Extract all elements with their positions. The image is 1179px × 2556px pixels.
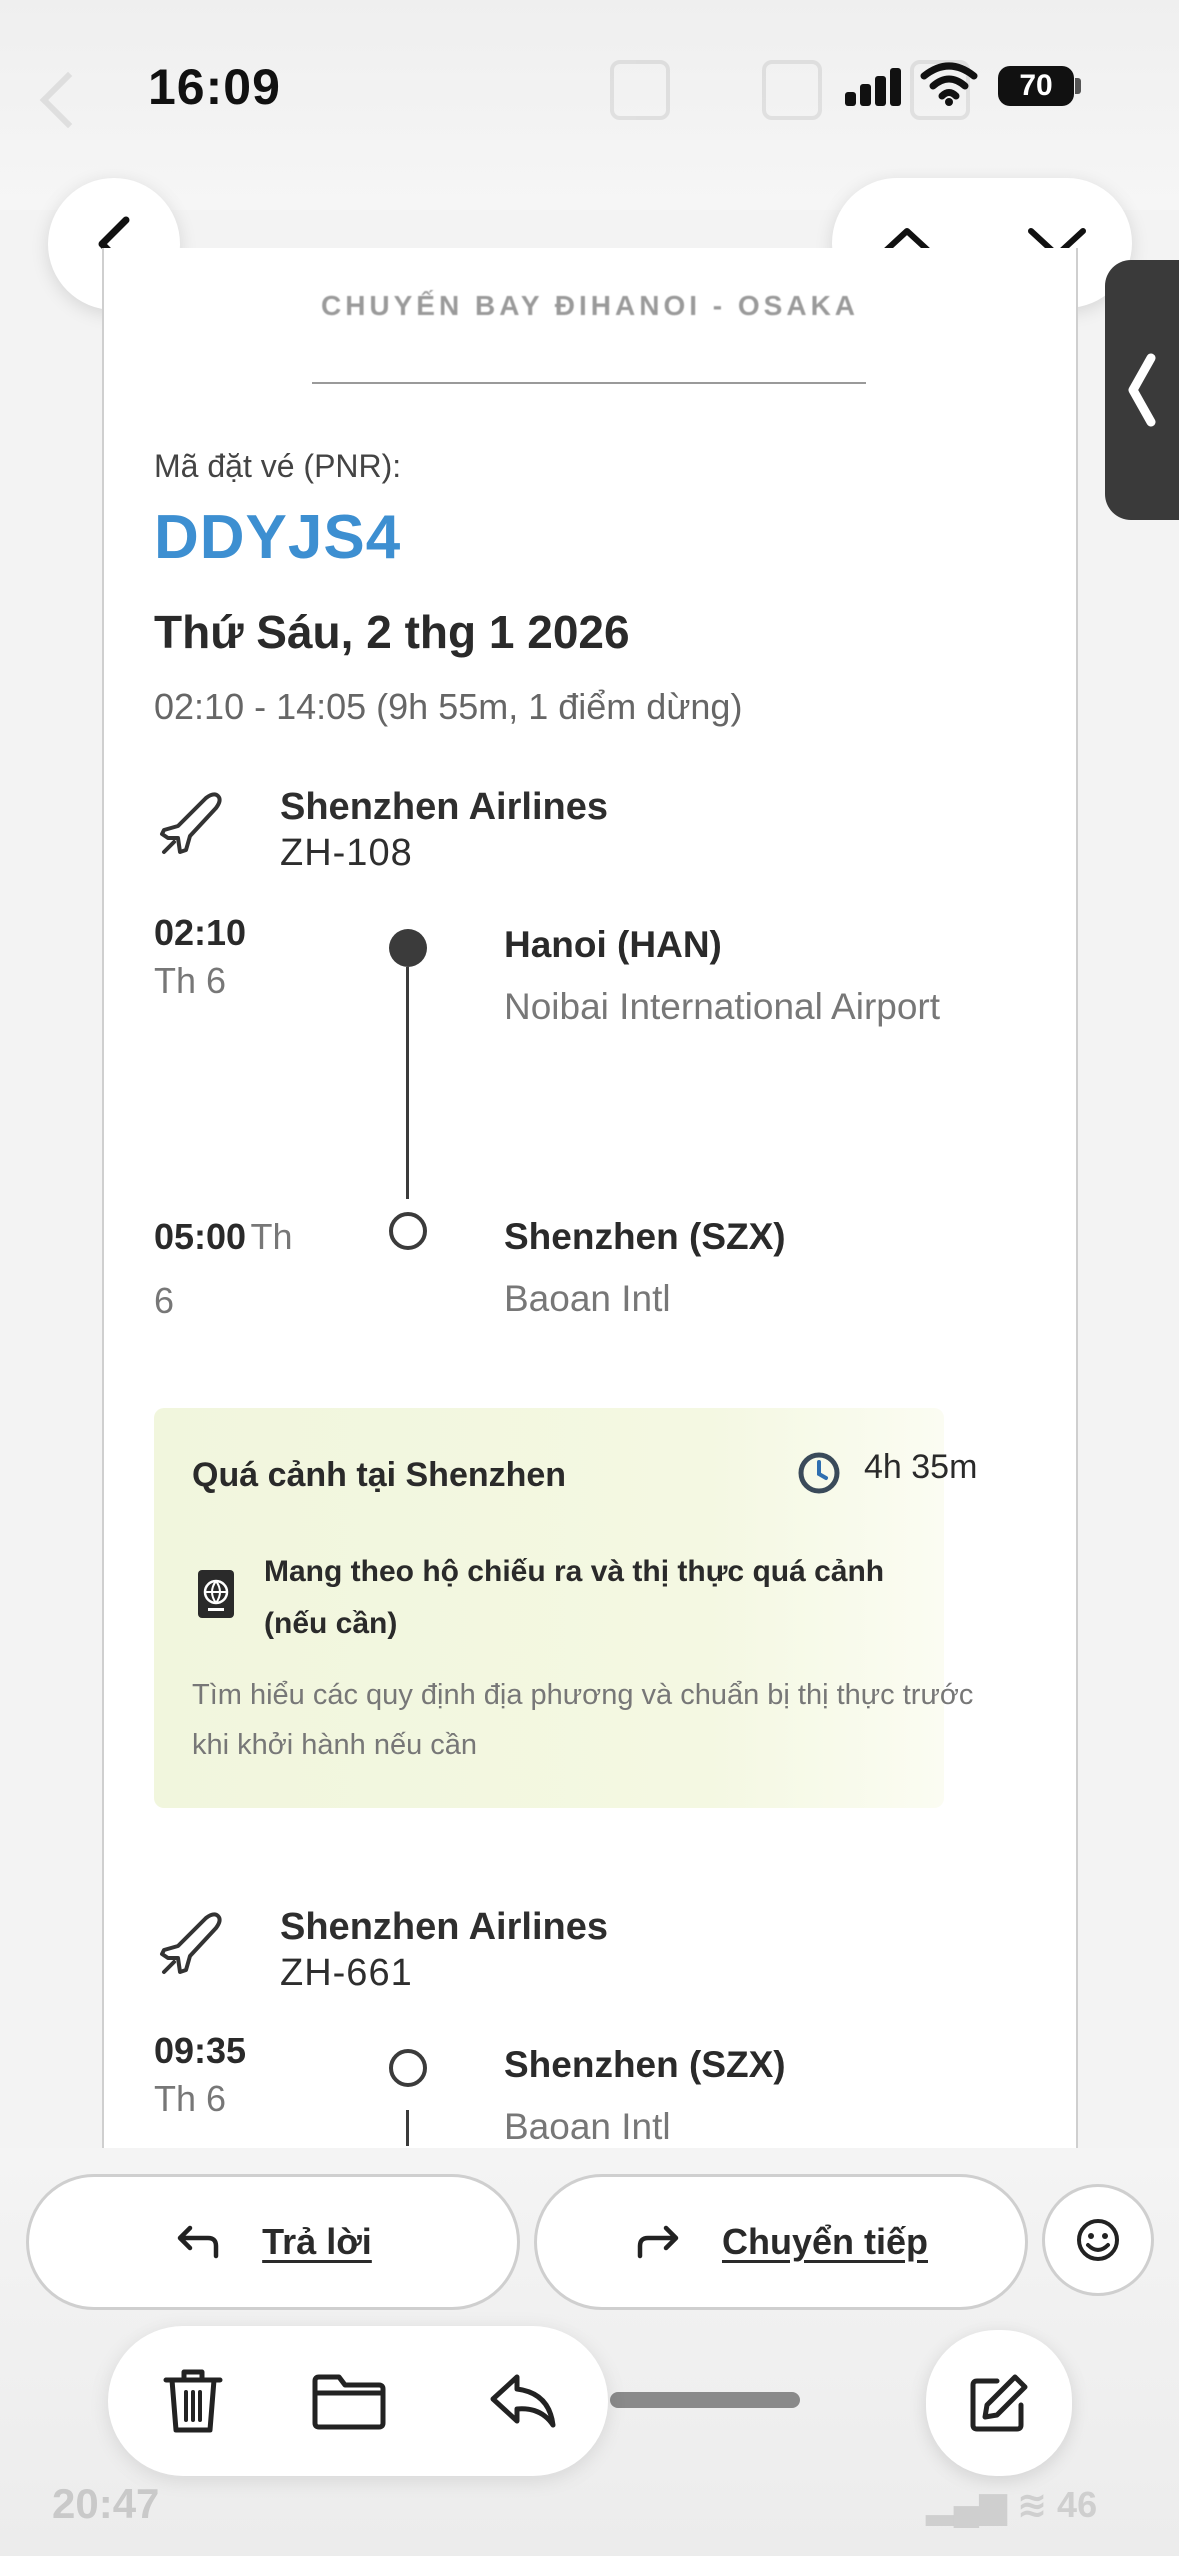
trash-icon — [162, 2366, 224, 2436]
forward-label: Chuyển tiếp — [721, 2221, 928, 2262]
timeline-dot-departure — [389, 929, 427, 967]
layover-notice: Mang theo hộ chiếu ra và thị thực quá cảnh (nếu cần) — [264, 1555, 885, 1640]
layover-title: Quá cảnh tại Shenzhen — [192, 1456, 567, 1494]
flight-number: ZH-108 — [280, 832, 413, 874]
wifi-icon — [920, 62, 978, 106]
airplane-icon — [154, 786, 230, 862]
airline-name: Shenzhen Airlines — [280, 1906, 608, 1948]
reply-label: Trả lời — [262, 2221, 372, 2262]
emoji-reaction-button[interactable] — [1042, 2184, 1154, 2296]
side-panel-handle[interactable] — [1105, 260, 1179, 520]
battery-level: 70 — [1019, 69, 1053, 102]
flight-number: ZH-661 — [280, 1952, 413, 1994]
arrive-time: 05:00 — [154, 1216, 247, 1257]
timeline-dot-departure — [389, 2049, 427, 2087]
reply-icon — [487, 2371, 559, 2431]
departure-airport: Baoan Intl — [504, 2106, 671, 2147]
reply-all-button[interactable] — [478, 2356, 568, 2446]
layover-duration: 4h 35m — [864, 1448, 978, 1486]
home-indicator — [610, 2392, 800, 2408]
move-to-folder-button[interactable] — [304, 2356, 394, 2446]
folder-icon — [311, 2371, 387, 2431]
arrive-day-cont: 6 — [154, 1280, 175, 1321]
battery-tip — [1075, 78, 1081, 94]
compose-icon — [967, 2371, 1031, 2435]
airplane-icon — [154, 1906, 230, 1982]
pnr-code[interactable]: DDYJS4 — [154, 503, 402, 572]
pnr-label: Mã đặt vé (PNR): — [154, 448, 402, 484]
arrive-time-row — [154, 1216, 293, 1258]
flight-summary: 02:10 - 14:05 (9h 55m, 1 điểm dừng) — [154, 686, 743, 727]
divider — [312, 382, 866, 384]
arrival-airport: Baoan Intl — [504, 1278, 671, 1319]
departure-airport: Noibai International Airport — [504, 986, 941, 1027]
reply-button[interactable] — [26, 2174, 520, 2310]
flight-date: Thứ Sáu, 2 thg 1 2026 — [154, 606, 630, 658]
arrival-city: Shenzhen (SZX) — [504, 1216, 786, 1257]
depart-time: 09:35 — [154, 2030, 247, 2071]
delete-button[interactable] — [148, 2356, 238, 2446]
layover-description: Tìm hiểu các quy định địa phương và chuẩn bị thị thực trước khi khởi hành nếu cần — [192, 1679, 974, 1761]
compose-button[interactable] — [926, 2330, 1072, 2476]
battery-icon — [998, 66, 1074, 106]
mail-action-dock — [108, 2326, 608, 2476]
depart-time: 02:10 — [154, 912, 247, 953]
arrive-day: Th — [250, 1216, 293, 1257]
background-battery: 46 — [1057, 2484, 1098, 2525]
timeline-dot-arrival — [389, 1212, 427, 1250]
departure-city: Shenzhen (SZX) — [504, 2044, 786, 2085]
forward-button[interactable] — [534, 2174, 1028, 2310]
passport-icon — [196, 1568, 236, 1620]
background-status-icons: ▂▄▆ ≋ 46 — [926, 2484, 1098, 2525]
airline-name: Shenzhen Airlines — [280, 786, 608, 828]
status-time: 16:09 — [148, 59, 281, 115]
smiley-icon — [1075, 2217, 1121, 2263]
departure-city: Hanoi (HAN) — [504, 924, 722, 965]
background-status-time: 20:47 — [52, 2480, 160, 2527]
timeline-line — [406, 2110, 409, 2146]
depart-day: Th 6 — [154, 960, 227, 1001]
timeline-line — [406, 967, 409, 1199]
reply-arrow-icon — [174, 2222, 222, 2262]
depart-day: Th 6 — [154, 2078, 227, 2119]
clock-icon — [796, 1450, 842, 1496]
signal-icon — [845, 66, 905, 106]
route-title: CHUYẾN BAY ĐIHANOI - OSAKA — [320, 290, 860, 321]
chevron-left-icon — [1125, 350, 1159, 430]
forward-arrow-icon — [634, 2222, 682, 2262]
